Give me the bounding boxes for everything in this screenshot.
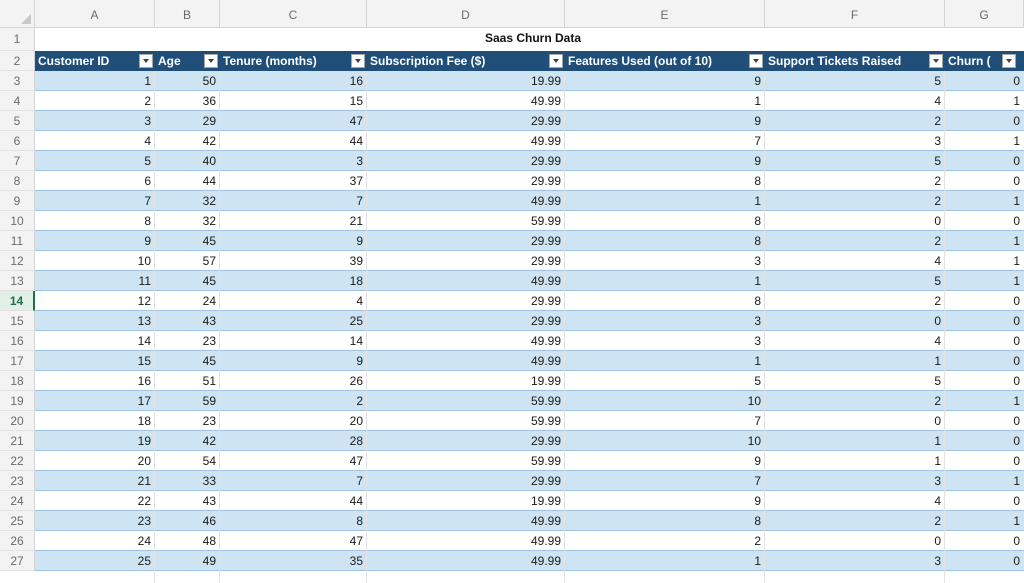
table-cell[interactable]: 1 xyxy=(1013,394,1020,408)
table-row xyxy=(35,111,1024,131)
table-cell[interactable]: 37 xyxy=(349,174,363,188)
row-header-18[interactable]: 18 xyxy=(0,371,35,391)
table-cell[interactable]: 0 xyxy=(1013,214,1020,228)
table-cell[interactable]: 3 xyxy=(356,154,363,168)
table-cell[interactable]: 1 xyxy=(1013,94,1020,108)
table-row xyxy=(35,171,1024,191)
table-row xyxy=(35,211,1024,231)
gridline xyxy=(154,71,155,583)
table-cell[interactable]: 47 xyxy=(349,534,363,548)
table-cell[interactable]: 0 xyxy=(934,534,941,548)
table-cell[interactable]: 29 xyxy=(202,114,216,128)
table-cell[interactable]: 49.99 xyxy=(530,274,561,288)
row-header-3[interactable]: 3 xyxy=(0,71,35,91)
table-row xyxy=(35,471,1024,491)
table-cell[interactable]: 2 xyxy=(934,234,941,248)
table-cell[interactable]: 8 xyxy=(144,214,151,228)
table-cell[interactable]: 22 xyxy=(137,494,151,508)
row-header-15[interactable]: 15 xyxy=(0,311,35,331)
table-row xyxy=(35,451,1024,471)
header-cell[interactable]: Age xyxy=(158,54,181,68)
table-row xyxy=(35,291,1024,311)
filter-dropdown-icon[interactable] xyxy=(549,54,563,68)
table-cell[interactable]: 29.99 xyxy=(530,174,561,188)
table-row xyxy=(35,331,1024,351)
gridline xyxy=(944,71,945,583)
row-header-22[interactable]: 22 xyxy=(0,451,35,471)
table-cell[interactable]: 29.99 xyxy=(530,294,561,308)
header-cell[interactable]: Features Used (out of 10) xyxy=(568,54,713,68)
table-cell[interactable]: 4 xyxy=(934,254,941,268)
table-row xyxy=(35,311,1024,331)
table-cell[interactable]: 5 xyxy=(934,374,941,388)
table-cell[interactable]: 9 xyxy=(754,454,761,468)
row-header-21[interactable]: 21 xyxy=(0,431,35,451)
table-cell[interactable]: 2 xyxy=(934,394,941,408)
table-title: Saas Churn Data xyxy=(485,31,582,45)
header-cell[interactable]: Churn ( xyxy=(948,54,991,68)
table-cell[interactable]: 3 xyxy=(934,134,941,148)
table-cell[interactable]: 36 xyxy=(202,94,216,108)
table-row xyxy=(35,391,1024,411)
table-cell[interactable]: 21 xyxy=(137,474,151,488)
table-cell[interactable]: 49.99 xyxy=(530,554,561,568)
row-header-1[interactable]: 1 xyxy=(0,28,35,51)
table-cell[interactable]: 44 xyxy=(202,174,216,188)
table-cell[interactable]: 15 xyxy=(349,94,363,108)
table-cell[interactable]: 0 xyxy=(1013,154,1020,168)
gridline xyxy=(219,71,220,583)
header-cell[interactable]: Customer ID xyxy=(38,54,110,68)
table-cell[interactable]: 44 xyxy=(349,494,363,508)
table-cell[interactable]: 9 xyxy=(356,354,363,368)
table-cell[interactable]: 1 xyxy=(1013,514,1020,528)
table-cell[interactable]: 29.99 xyxy=(530,154,561,168)
header-cell[interactable]: Support Tickets Raised xyxy=(768,54,902,68)
table-cell[interactable]: 3 xyxy=(144,114,151,128)
table-cell[interactable]: 0 xyxy=(1013,114,1020,128)
table-cell[interactable]: 9 xyxy=(144,234,151,248)
table-cell[interactable]: 5 xyxy=(934,74,941,88)
table-cell[interactable]: 10 xyxy=(747,394,761,408)
table-row xyxy=(35,151,1024,171)
table-cell[interactable]: 1 xyxy=(1013,234,1020,248)
table-cell[interactable]: 49.99 xyxy=(530,354,561,368)
table-cell[interactable]: 7 xyxy=(356,474,363,488)
table-cell[interactable]: 7 xyxy=(754,414,761,428)
table-row xyxy=(35,191,1024,211)
table-cell[interactable]: 2 xyxy=(934,114,941,128)
table-cell[interactable]: 16 xyxy=(349,74,363,88)
table-row xyxy=(35,251,1024,271)
table-cell[interactable]: 29.99 xyxy=(530,234,561,248)
table-cell[interactable]: 0 xyxy=(1013,554,1020,568)
table-cell[interactable]: 4 xyxy=(934,494,941,508)
row-header-2[interactable]: 2 xyxy=(0,51,35,71)
table-cell[interactable]: 18 xyxy=(137,414,151,428)
table-cell[interactable]: 20 xyxy=(137,454,151,468)
table-cell[interactable]: 8 xyxy=(754,514,761,528)
table-cell[interactable]: 59.99 xyxy=(530,454,561,468)
table-cell[interactable]: 23 xyxy=(202,414,216,428)
column-header-b[interactable]: B xyxy=(155,0,220,28)
table-row xyxy=(35,131,1024,151)
row-header-27[interactable]: 27 xyxy=(0,551,35,571)
table-cell[interactable]: 43 xyxy=(202,494,216,508)
table-cell[interactable]: 47 xyxy=(349,454,363,468)
table-cell[interactable]: 49.99 xyxy=(530,194,561,208)
filter-dropdown-icon[interactable] xyxy=(1002,54,1016,68)
column-header-d[interactable]: D xyxy=(367,0,565,28)
row-header-7[interactable]: 7 xyxy=(0,151,35,171)
row-header-9[interactable]: 9 xyxy=(0,191,35,211)
table-row xyxy=(35,71,1024,91)
table-cell[interactable]: 24 xyxy=(137,534,151,548)
table-cell[interactable]: 5 xyxy=(934,154,941,168)
table-cell[interactable]: 29.99 xyxy=(530,254,561,268)
table-cell[interactable]: 0 xyxy=(934,414,941,428)
table-cell[interactable]: 33 xyxy=(202,474,216,488)
table-cell[interactable]: 42 xyxy=(202,434,216,448)
table-cell[interactable]: 49.99 xyxy=(530,134,561,148)
row-header-25[interactable]: 25 xyxy=(0,511,35,531)
table-cell[interactable]: 26 xyxy=(349,374,363,388)
row-header-19[interactable]: 19 xyxy=(0,391,35,411)
row-header-13[interactable]: 13 xyxy=(0,271,35,291)
table-cell[interactable]: 8 xyxy=(356,514,363,528)
table-row xyxy=(35,511,1024,531)
table-cell[interactable]: 0 xyxy=(1013,174,1020,188)
table-row xyxy=(35,411,1024,431)
table-cell[interactable]: 59.99 xyxy=(530,394,561,408)
table-cell[interactable]: 12 xyxy=(137,294,151,308)
table-cell[interactable]: 42 xyxy=(202,134,216,148)
table-cell[interactable]: 45 xyxy=(202,274,216,288)
table-cell[interactable]: 19 xyxy=(137,434,151,448)
row-header-11[interactable]: 11 xyxy=(0,231,35,251)
table-cell[interactable]: 3 xyxy=(754,314,761,328)
table-cell[interactable]: 35 xyxy=(349,554,363,568)
table-cell[interactable]: 20 xyxy=(349,414,363,428)
table-cell[interactable]: 45 xyxy=(202,354,216,368)
table-cell[interactable]: 49.99 xyxy=(530,534,561,548)
table-cell[interactable]: 49.99 xyxy=(530,514,561,528)
table-cell[interactable]: 2 xyxy=(934,194,941,208)
table-row xyxy=(35,271,1024,291)
table-cell[interactable]: 7 xyxy=(356,194,363,208)
row-header-8[interactable]: 8 xyxy=(0,171,35,191)
table-cell[interactable]: 57 xyxy=(202,254,216,268)
table-cell[interactable]: 3 xyxy=(754,254,761,268)
row-header-24[interactable]: 24 xyxy=(0,491,35,511)
table-cell[interactable]: 29.99 xyxy=(530,474,561,488)
row-header-6[interactable]: 6 xyxy=(0,131,35,151)
table-cell[interactable]: 59.99 xyxy=(530,414,561,428)
column-header-g[interactable]: G xyxy=(945,0,1024,28)
row-header-17[interactable]: 17 xyxy=(0,351,35,371)
table-row xyxy=(35,91,1024,111)
table-cell[interactable]: 5 xyxy=(754,374,761,388)
table-cell[interactable]: 0 xyxy=(1013,374,1020,388)
table-cell[interactable]: 5 xyxy=(934,274,941,288)
header-cell[interactable]: Subscription Fee ($) xyxy=(370,54,486,68)
table-cell[interactable]: 54 xyxy=(202,454,216,468)
table-row xyxy=(35,371,1024,391)
table-cell[interactable]: 43 xyxy=(202,314,216,328)
table-cell[interactable]: 29.99 xyxy=(530,314,561,328)
table-cell[interactable]: 2 xyxy=(934,294,941,308)
table-row xyxy=(35,491,1024,511)
table-cell[interactable]: 1 xyxy=(1013,134,1020,148)
table-cell[interactable]: 7 xyxy=(754,134,761,148)
table-cell[interactable]: 48 xyxy=(202,534,216,548)
table-row xyxy=(35,431,1024,451)
table-cell[interactable]: 2 xyxy=(934,174,941,188)
row-header-26[interactable]: 26 xyxy=(0,531,35,551)
table-cell[interactable]: 2 xyxy=(934,514,941,528)
filter-dropdown-icon[interactable] xyxy=(929,54,943,68)
table-cell[interactable]: 7 xyxy=(144,194,151,208)
table-cell[interactable]: 1 xyxy=(754,194,761,208)
gridline xyxy=(366,71,367,583)
table-cell[interactable]: 0 xyxy=(1013,334,1020,348)
table-cell[interactable]: 1 xyxy=(934,434,941,448)
table-cell[interactable]: 10 xyxy=(747,434,761,448)
table-cell[interactable]: 0 xyxy=(1013,74,1020,88)
table-header-row xyxy=(35,51,1024,71)
table-cell[interactable]: 39 xyxy=(349,254,363,268)
table-cell[interactable]: 8 xyxy=(754,214,761,228)
table-cell[interactable]: 0 xyxy=(934,214,941,228)
table-cell[interactable]: 0 xyxy=(1013,434,1020,448)
table-cell[interactable]: 25 xyxy=(137,554,151,568)
table-cell[interactable]: 11 xyxy=(138,274,151,288)
table-cell[interactable]: 19.99 xyxy=(530,494,561,508)
table-cell[interactable]: 47 xyxy=(349,114,363,128)
select-all-icon[interactable] xyxy=(0,0,35,28)
table-row xyxy=(35,231,1024,251)
row-header-16[interactable]: 16 xyxy=(0,331,35,351)
table-cell[interactable]: 7 xyxy=(754,474,761,488)
table-cell[interactable]: 1 xyxy=(1013,474,1020,488)
table-cell[interactable]: 29.99 xyxy=(530,114,561,128)
table-cell[interactable]: 0 xyxy=(1013,414,1020,428)
filter-dropdown-icon[interactable] xyxy=(749,54,763,68)
table-cell[interactable]: 25 xyxy=(349,314,363,328)
table-row xyxy=(35,531,1024,551)
row-header-23[interactable]: 23 xyxy=(0,471,35,491)
filter-dropdown-icon[interactable] xyxy=(351,54,365,68)
table-cell[interactable]: 4 xyxy=(144,134,151,148)
table-cell[interactable]: 1 xyxy=(1013,254,1020,268)
table-cell[interactable]: 0 xyxy=(1013,494,1020,508)
table-cell[interactable]: 9 xyxy=(754,114,761,128)
table-cell[interactable]: 1 xyxy=(144,74,151,88)
table-cell[interactable]: 1 xyxy=(754,554,761,568)
column-header-c[interactable]: C xyxy=(220,0,367,28)
table-cell[interactable]: 32 xyxy=(202,194,216,208)
table-cell[interactable]: 14 xyxy=(137,334,151,348)
table-cell[interactable]: 13 xyxy=(137,314,151,328)
table-cell[interactable]: 9 xyxy=(754,74,761,88)
filter-dropdown-icon[interactable] xyxy=(139,54,153,68)
table-cell[interactable]: 23 xyxy=(137,514,151,528)
column-header-f[interactable]: F xyxy=(765,0,945,28)
table-cell[interactable]: 0 xyxy=(1013,534,1020,548)
gridline xyxy=(564,71,565,583)
table-cell[interactable]: 1 xyxy=(754,94,761,108)
title-row[interactable] xyxy=(35,28,1024,52)
table-cell[interactable]: 51 xyxy=(202,374,216,388)
table-cell[interactable]: 15 xyxy=(137,354,151,368)
table-cell[interactable]: 23 xyxy=(202,334,216,348)
table-cell[interactable]: 2 xyxy=(144,94,151,108)
table-cell[interactable]: 4 xyxy=(934,94,941,108)
column-header-e[interactable]: E xyxy=(565,0,765,28)
table-cell[interactable]: 59 xyxy=(202,394,216,408)
table-cell[interactable]: 2 xyxy=(754,534,761,548)
table-row xyxy=(35,551,1024,571)
table-cell[interactable]: 10 xyxy=(137,254,151,268)
row-header-10[interactable]: 10 xyxy=(0,211,35,231)
table-cell[interactable]: 46 xyxy=(202,514,216,528)
table-cell[interactable]: 28 xyxy=(349,434,363,448)
table-cell[interactable]: 1 xyxy=(754,274,761,288)
table-cell[interactable]: 0 xyxy=(934,314,941,328)
header-cell[interactable]: Tenure (months) xyxy=(223,54,317,68)
table-cell[interactable]: 8 xyxy=(754,294,761,308)
table-cell[interactable]: 1 xyxy=(1013,274,1020,288)
table-cell[interactable]: 5 xyxy=(144,154,151,168)
table-cell[interactable]: 32 xyxy=(202,214,216,228)
table-cell[interactable]: 45 xyxy=(202,234,216,248)
table-cell[interactable]: 44 xyxy=(349,134,363,148)
table-cell[interactable]: 1 xyxy=(934,354,941,368)
filter-dropdown-icon[interactable] xyxy=(204,54,218,68)
table-cell[interactable]: 2 xyxy=(356,394,363,408)
table-cell[interactable]: 9 xyxy=(356,234,363,248)
table-cell[interactable]: 8 xyxy=(754,234,761,248)
table-cell[interactable]: 24 xyxy=(202,294,216,308)
table-cell[interactable]: 14 xyxy=(349,334,363,348)
table-cell[interactable]: 49.99 xyxy=(530,334,561,348)
table-cell[interactable]: 1 xyxy=(1013,194,1020,208)
table-cell[interactable]: 49 xyxy=(202,554,216,568)
table-cell[interactable]: 9 xyxy=(754,494,761,508)
table-cell[interactable]: 17 xyxy=(137,394,151,408)
table-cell[interactable]: 49.99 xyxy=(530,94,561,108)
table-cell[interactable]: 21 xyxy=(349,214,363,228)
table-cell[interactable]: 4 xyxy=(356,294,363,308)
table-cell[interactable]: 50 xyxy=(202,74,216,88)
row-header-12[interactable]: 12 xyxy=(0,251,35,271)
table-cell[interactable]: 16 xyxy=(137,374,151,388)
table-cell[interactable]: 9 xyxy=(754,154,761,168)
table-cell[interactable]: 0 xyxy=(1013,314,1020,328)
table-cell[interactable]: 3 xyxy=(754,334,761,348)
row-header-5[interactable]: 5 xyxy=(0,111,35,131)
table-cell[interactable]: 19.99 xyxy=(530,74,561,88)
table-cell[interactable]: 1 xyxy=(934,454,941,468)
table-cell[interactable]: 3 xyxy=(934,474,941,488)
table-cell[interactable]: 0 xyxy=(1013,294,1020,308)
table-cell[interactable]: 59.99 xyxy=(530,214,561,228)
table-cell[interactable]: 0 xyxy=(1013,454,1020,468)
table-cell[interactable]: 19.99 xyxy=(530,374,561,388)
table-cell[interactable]: 40 xyxy=(202,154,216,168)
column-header-a[interactable]: A xyxy=(35,0,155,28)
table-cell[interactable]: 8 xyxy=(754,174,761,188)
table-cell[interactable]: 4 xyxy=(934,334,941,348)
table-cell[interactable]: 18 xyxy=(349,274,363,288)
row-header-14[interactable]: 14 xyxy=(0,291,35,311)
row-header-4[interactable]: 4 xyxy=(0,91,35,111)
table-cell[interactable]: 1 xyxy=(754,354,761,368)
table-cell[interactable]: 29.99 xyxy=(530,434,561,448)
row-header-20[interactable]: 20 xyxy=(0,411,35,431)
gridline xyxy=(764,71,765,583)
table-cell[interactable]: 6 xyxy=(144,174,151,188)
table-cell[interactable]: 0 xyxy=(1013,354,1020,368)
table-row xyxy=(35,351,1024,371)
table-cell[interactable]: 3 xyxy=(934,554,941,568)
